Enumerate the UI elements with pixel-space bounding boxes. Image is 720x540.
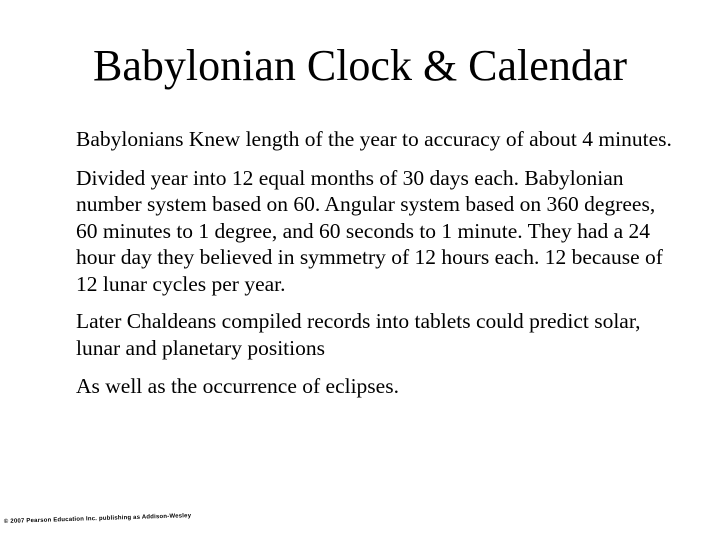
paragraph-year-accuracy: Babylonians Knew length of the year to accuracy of about 4 minutes. <box>76 127 672 151</box>
paragraph-eclipses: As well as the occurrence of eclipses. <box>76 374 399 398</box>
paragraph-months-and-number-system: Divided year into 12 equal months of 30 days each. Babylonian number system based on 60. Angular system based on 360 degrees, 60 minutes to 1 degree, and 60 seconds to 1 minute. They had a 24 hour day they believed in symmetry of 12 hours each. 12 because of 12 lunar cycles per year. <box>76 165 663 296</box>
slide-body <box>76 126 676 412</box>
slide-title: Babylonian Clock & Calendar <box>93 41 627 90</box>
copyright-footer: © 2007 Pearson Education Inc. publishing as Addison-Wesley <box>3 513 192 525</box>
paragraph-chaldean-records: Later Chaldeans compiled records into tablets could predict solar, lunar and planetary positions <box>76 309 641 360</box>
